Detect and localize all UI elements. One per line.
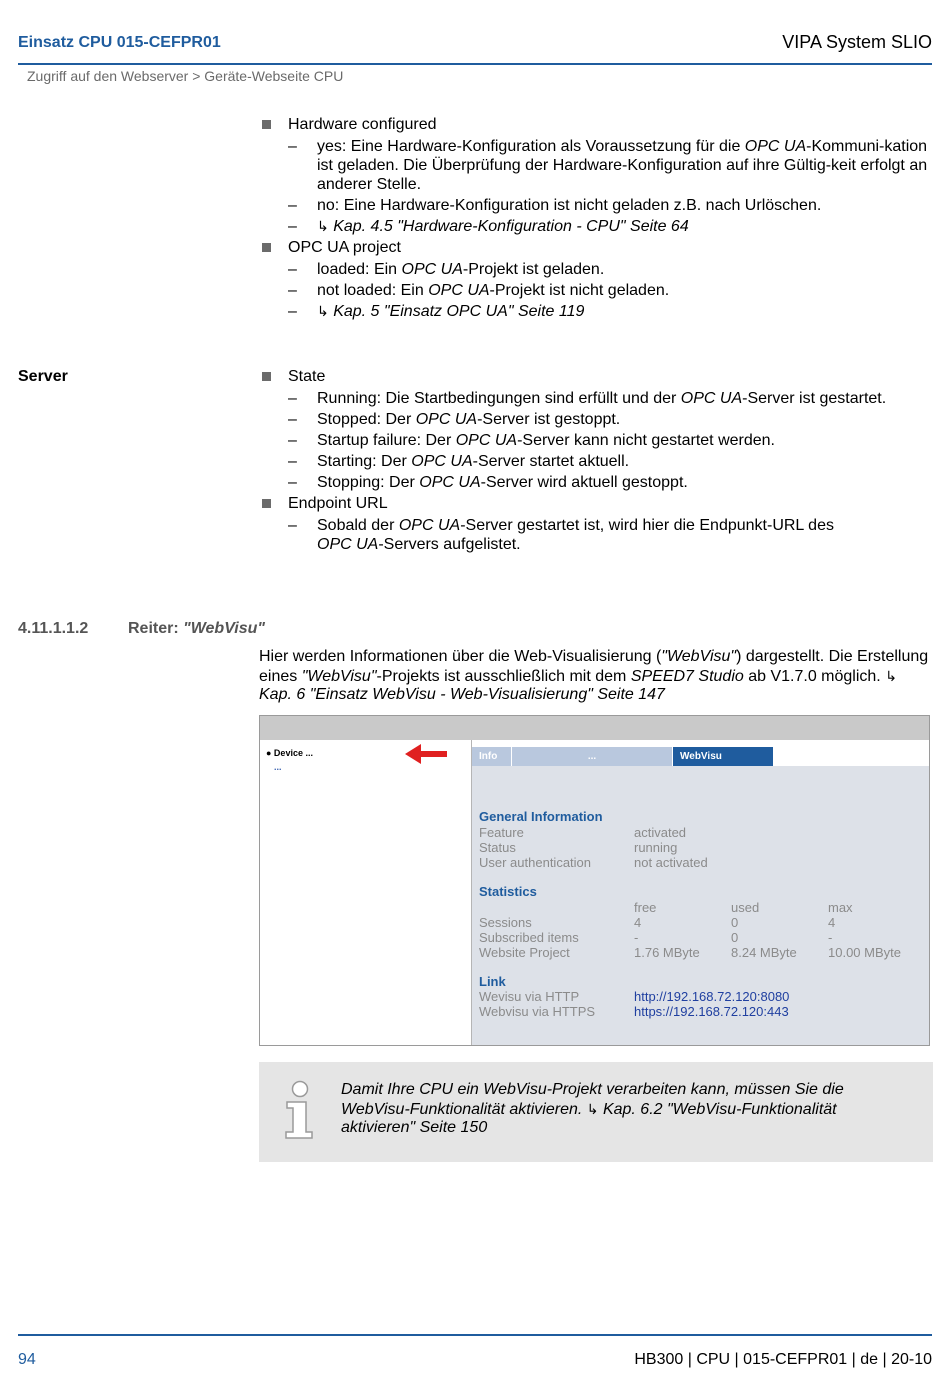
sub-bullet-startup-failure: – Startup failure: Der OPC UA-Server kann nicht gestartet werden. bbox=[288, 432, 775, 449]
general-information-heading: General Information bbox=[479, 809, 603, 824]
tab-more[interactable]: ... bbox=[512, 747, 672, 766]
user-auth-label: User authentication bbox=[479, 855, 592, 870]
feature-label: Feature bbox=[479, 825, 524, 840]
sessions-free: 4 bbox=[634, 915, 642, 930]
square-bullet-icon bbox=[262, 243, 271, 252]
feature-value: activated bbox=[634, 825, 687, 840]
sub-bullet-hw-no: – no: Eine Hardware-Konfiguration ist nicht geladen z.B. nach Urlöschen. bbox=[288, 197, 822, 214]
tab-info[interactable]: Info bbox=[472, 747, 511, 766]
device-tree-subitem[interactable]: ... bbox=[274, 762, 282, 772]
sub-bullet-endpoint: – Sobald der OPC UA-Server gestartet ist, wird hier die Endpunkt-URL des OPC UA-Servers aufgelistet. bbox=[288, 517, 834, 553]
user-auth-value: not activated bbox=[634, 855, 708, 870]
link-heading: Link bbox=[479, 974, 506, 989]
status-label: Status bbox=[479, 840, 516, 855]
sub-bullet-opc-not-loaded: – not loaded: Ein OPC UA-Projekt ist nicht geladen. bbox=[288, 282, 670, 299]
square-bullet-icon bbox=[262, 120, 271, 129]
info-note-text: Damit Ihre CPU ein WebVisu-Projekt verarbeiten kann, müssen Sie die WebVisu-Funktionalität aktivieren. ↳ Kap. 6.2 "WebVisu-Funktionalität aktivieren" Seite 150 bbox=[341, 1081, 844, 1136]
device-tree-item[interactable]: ● Device ... bbox=[266, 748, 313, 758]
header-chapter-title: Einsatz CPU 015-CEFPR01 bbox=[18, 34, 221, 51]
status-value: running bbox=[634, 840, 678, 855]
section-intro: Hier werden Informationen über die Web-Visualisierung ("WebVisu") dargestellt. Die Erstellung eines "WebVisu"-Projekts ist ausschließlich mit dem SPEED7 Studio ab V1.7.0 möglich. ↳ Kap. 6 "Einsatz WebVisu - Web-Visualisierung" Seite 147 bbox=[259, 648, 929, 703]
reference-arrow-icon: ↳ bbox=[586, 1100, 599, 1117]
stats-col-max: max bbox=[828, 900, 853, 915]
sessions-used: 0 bbox=[731, 915, 739, 930]
website-free: 1.76 MByte bbox=[634, 945, 700, 960]
sessions-max: 4 bbox=[828, 915, 836, 930]
subscribed-free: - bbox=[634, 930, 639, 945]
red-arrow-icon bbox=[405, 742, 449, 766]
stats-col-free: free bbox=[634, 900, 657, 915]
sub-bullet-stopping: – Stopping: Der OPC UA-Server wird aktuell gestoppt. bbox=[288, 474, 688, 491]
website-max: 10.00 MByte bbox=[828, 945, 901, 960]
bullet-endpoint-url: Endpoint URL bbox=[260, 494, 930, 514]
sessions-label: Sessions bbox=[479, 915, 532, 930]
subscribed-items-label: Subscribed items bbox=[479, 930, 579, 945]
sub-bullet-hw-ref: – ↳ Kap. 4.5 "Hardware-Konfiguration - CPU" Seite 64 bbox=[288, 218, 689, 235]
website-used: 8.24 MByte bbox=[731, 945, 797, 960]
bullet-hardware-configured: Hardware configured bbox=[260, 115, 930, 135]
square-bullet-icon bbox=[262, 499, 271, 508]
section-title: Reiter: "WebVisu" bbox=[128, 620, 265, 637]
cross-reference-link[interactable]: ↳ Kap. 6 "Einsatz WebVisu - Web-Visualisierung" Seite 147 bbox=[259, 667, 897, 703]
sub-bullet-running: – Running: Die Startbedingungen sind erfüllt und der OPC UA-Server ist gestartet. bbox=[288, 390, 887, 407]
https-link[interactable]: https://192.168.72.120:443 bbox=[634, 1004, 789, 1019]
device-tree-panel bbox=[260, 740, 472, 1045]
footer-document-id: HB300 | CPU | 015-CEFPR01 | de | 20-10 bbox=[634, 1351, 932, 1368]
bullet-state: State bbox=[260, 367, 930, 387]
bullet-opc-ua-project: OPC UA project bbox=[260, 238, 930, 258]
info-note-box bbox=[259, 1062, 933, 1162]
hardware-opc-block bbox=[260, 115, 930, 323]
info-icon bbox=[281, 1080, 317, 1142]
subscribed-max: - bbox=[828, 930, 833, 945]
server-label: Server bbox=[18, 368, 68, 385]
sub-bullet-stopped: – Stopped: Der OPC UA-Server ist gestoppt. bbox=[288, 411, 621, 428]
cross-reference-link[interactable]: ↳ Kap. 5 "Einsatz OPC UA" Seite 119 bbox=[317, 303, 585, 320]
https-label: Webvisu via HTTPS bbox=[479, 1004, 596, 1019]
reference-arrow-icon: ↳ bbox=[885, 667, 897, 684]
cross-reference-link[interactable]: ↳ Kap. 6.2 "WebVisu-Funktionalität aktivieren" Seite 150 bbox=[341, 1100, 837, 1136]
reference-arrow-icon: ↳ bbox=[317, 218, 329, 234]
tab-webvisu[interactable]: WebVisu bbox=[673, 747, 773, 766]
http-label: Wevisu via HTTP bbox=[479, 989, 580, 1004]
http-link[interactable]: http://192.168.72.120:8080 bbox=[634, 989, 790, 1004]
sub-bullet-starting: – Starting: Der OPC UA-Server startet aktuell. bbox=[288, 453, 630, 470]
reference-arrow-icon: ↳ bbox=[317, 303, 329, 319]
header-divider bbox=[18, 63, 932, 65]
cross-reference-link[interactable]: ↳ Kap. 4.5 "Hardware-Konfiguration - CPU" Seite 64 bbox=[317, 218, 689, 235]
sub-bullet-hw-yes: – yes: Eine Hardware-Konfiguration als Voraussetzung für die OPC UA-Kommuni-kation ist geladen. Die Überprüfung der Hardware-Konfiguration auf ihre Gültig-keit erfolgt an anderer Stelle. bbox=[288, 138, 928, 193]
webvisu-info-panel bbox=[472, 766, 929, 1045]
server-block bbox=[260, 367, 930, 556]
website-project-label: Website Project bbox=[479, 945, 570, 960]
webvisu-screenshot bbox=[259, 715, 930, 1046]
footer-divider bbox=[18, 1334, 932, 1336]
statistics-heading: Statistics bbox=[479, 884, 537, 899]
screenshot-top-bar bbox=[260, 716, 929, 740]
sub-bullet-opc-loaded: – loaded: Ein OPC UA-Projekt ist geladen. bbox=[288, 261, 605, 278]
breadcrumb: Zugriff auf den Webserver > Geräte-Webseite CPU bbox=[27, 68, 344, 84]
section-number: 4.11.1.1.2 bbox=[18, 620, 89, 637]
page-number: 94 bbox=[18, 1351, 36, 1368]
sub-bullet-opc-ref: – ↳ Kap. 5 "Einsatz OPC UA" Seite 119 bbox=[288, 303, 585, 320]
stats-col-used: used bbox=[731, 900, 760, 915]
subscribed-used: 0 bbox=[731, 930, 739, 945]
square-bullet-icon bbox=[262, 372, 271, 381]
header-product-name: VIPA System SLIO bbox=[782, 32, 932, 52]
